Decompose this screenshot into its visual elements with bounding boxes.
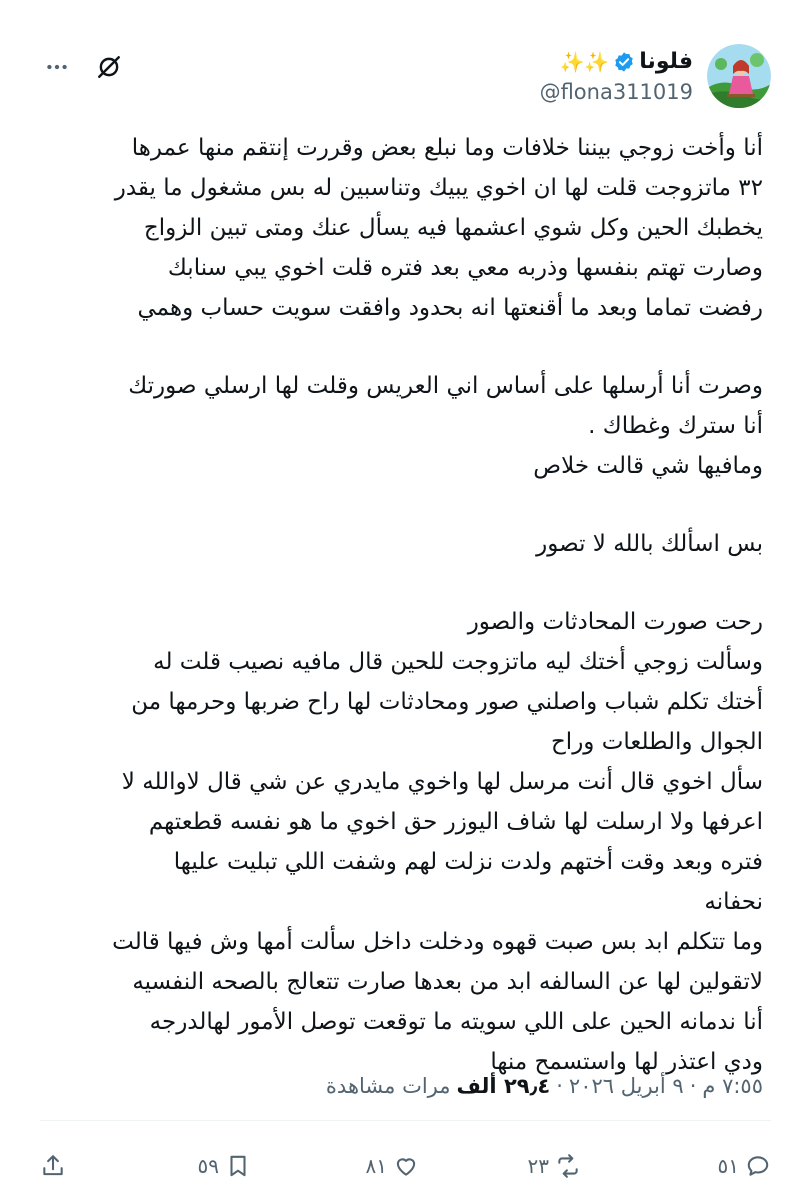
tweet-line: لاتقولين لها عن السالفه ابد من بعدها صارت تتعالج بالصحه النفسيه <box>132 969 763 995</box>
tweet-line: رفضت تماما وبعد ما أقنعتها انه بحدود وافقت سويت حساب وهمي <box>137 295 763 321</box>
avatar[interactable] <box>707 44 771 108</box>
tweet-text <box>40 128 763 1082</box>
tweet-line: وصرت أنا أرسلها على أساس اني العريس وقلت لها ارسلي صورتك <box>128 373 763 399</box>
meta-separator: · <box>689 1074 697 1098</box>
repost-count: ٢٣ <box>527 1154 549 1178</box>
grok-icon[interactable] <box>92 50 126 84</box>
tweet-line: أختك تكلم شباب واصلني صور ومحادثات لها راح ضربها وحرمها من <box>131 689 763 715</box>
author-info <box>540 48 693 106</box>
tweet-line: يخطبك الحين وكل شوي اعشمها فيه يسأل عنك ومتى تبين الزواج <box>143 215 763 241</box>
bookmark-count: ٥٩ <box>197 1154 219 1178</box>
repost-button[interactable] <box>528 1146 581 1186</box>
heart-icon <box>393 1153 419 1179</box>
tweet-date[interactable]: ٩ أبريل ٢٠٢٦ <box>568 1074 684 1098</box>
tweet-line: وسألت زوجي أختك ليه ماتزوجت للحين قال مافيه نصيب قلت له <box>153 649 763 675</box>
paragraph-gap <box>40 328 763 366</box>
tweet-meta <box>326 1070 763 1102</box>
tweet-line: ومافيها شي قالت خلاص <box>533 453 763 479</box>
tweet-line: ودي اعتذر لها واستسمح منها <box>490 1049 763 1075</box>
name-row <box>540 48 693 76</box>
bookmark-button[interactable] <box>198 1146 251 1186</box>
share-icon <box>40 1153 66 1179</box>
tweet-line: نحفانه <box>704 889 763 915</box>
tweet-line: وما تتكلم ابد بس صبت قهوه ودخلت داخل سألت أمها وش فيها قالت <box>112 929 763 955</box>
reply-icon <box>745 1153 771 1179</box>
user-handle[interactable]: @flona311019 <box>539 80 693 104</box>
tweet-time[interactable]: ٧:٥٥ م <box>702 1074 763 1098</box>
tweet-line: رحت صورت المحادثات والصور <box>467 609 763 635</box>
tweet-line: اعرفها ولا ارسلت لها شاف اليوزر حق اخوي ما هو نفسه قطعتهم <box>148 809 763 835</box>
repost-icon <box>555 1153 581 1179</box>
paragraph-gap <box>40 564 763 602</box>
tweet-line: أنا ندمانه الحين على اللي سويته ما توقعت توصل الأمور لهالدرجه <box>149 1009 763 1035</box>
tweet-line: ٣٢ ماتزوجت قلت لها ان اخوي يبيك وتناسبين له بس مشغول ما يقدر <box>114 175 763 201</box>
sparkles-emoji: ✨✨ <box>559 50 610 74</box>
tweet-actions <box>40 1146 771 1186</box>
more-icon[interactable] <box>40 50 74 84</box>
tweet-line: سأل اخوي قال أنت مرسل لها واخوي مايدري عن شي قال لاوالله لا <box>121 769 763 795</box>
tweet-header <box>40 44 771 108</box>
header-actions <box>40 50 126 84</box>
reply-button[interactable] <box>718 1146 771 1186</box>
views-label: مرات مشاهدة <box>325 1074 451 1098</box>
like-button[interactable] <box>366 1146 419 1186</box>
paragraph-gap <box>40 486 763 524</box>
display-name[interactable]: فلونا <box>639 49 693 74</box>
divider <box>40 1120 771 1121</box>
reply-count: ٥١ <box>717 1154 739 1178</box>
tweet-line: وصارت تهتم بنفسها وذربه معي بعد فتره قلت اخوي يبي سنابك <box>167 255 763 281</box>
tweet-line: فتره وبعد وقت أختهم ولدت نزلت لهم وشفت اللي تبليت عليها <box>173 849 763 875</box>
views-count[interactable]: ٢٩٫٤ ألف <box>456 1074 551 1098</box>
verified-badge-icon <box>613 51 635 73</box>
share-button[interactable] <box>40 1146 66 1186</box>
bookmark-icon <box>225 1153 251 1179</box>
tweet-line: بس اسألك بالله لا تصور <box>536 531 763 557</box>
tweet-line: الجوال والطلعات وراح <box>550 729 763 755</box>
tweet-line: أنا سترك وغطاك . <box>588 413 763 439</box>
meta-separator: · <box>556 1074 563 1098</box>
tweet-line: أنا وأخت زوجي بيننا خلافات وما نبلع بعض وقررت إنتقم منها عمرها <box>131 135 763 161</box>
like-count: ٨١ <box>365 1154 387 1178</box>
